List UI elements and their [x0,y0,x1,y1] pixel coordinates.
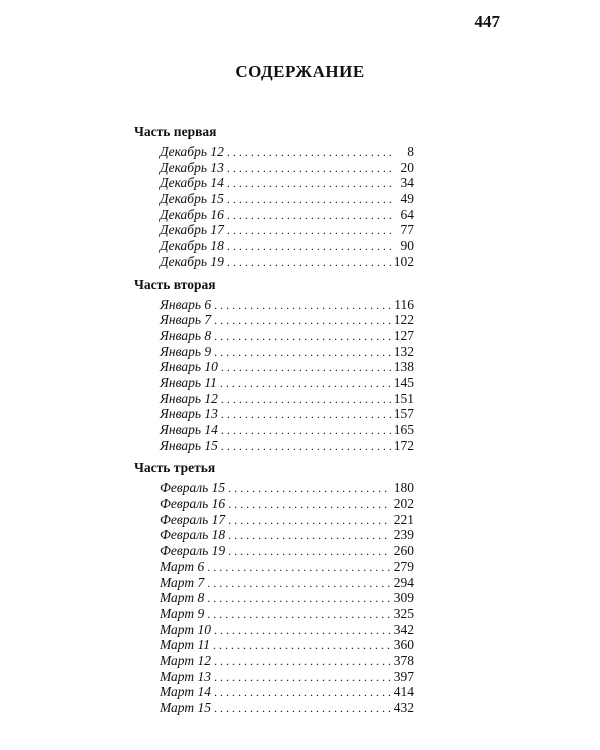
dot-leader [221,392,391,408]
toc-entry-page: 342 [393,621,414,637]
toc-entry-page: 397 [393,668,414,684]
toc-entry-label: Март 10 [160,621,212,637]
toc-entry-page: 180 [393,480,414,496]
toc-entry-label: Январь 11 [160,374,217,390]
page-title: СОДЕРЖАНИЕ [235,62,365,81]
toc-entry-label: Январь 8 [160,327,212,343]
toc-entry-page: 309 [393,590,414,606]
toc-entry-page: 34 [400,175,414,191]
toc-entry-label: Февраль 19 [160,543,226,559]
toc-entry-page: 432 [393,700,414,715]
dot-leader [227,176,393,192]
toc-entry-label: Март 7 [160,574,205,590]
toc-entry[interactable] [134,144,416,160]
toc-entry-label: Декабрь 17 [160,222,224,238]
toc-entry[interactable] [134,238,416,254]
toc-entry-label: Январь 15 [160,437,218,453]
toc-entry-page: 157 [393,406,414,422]
toc-entry-label: Февраль 17 [160,511,226,527]
toc-entry[interactable] [134,359,416,375]
toc-entry-label: Март 9 [160,605,205,621]
toc-entry[interactable] [134,653,416,669]
part-heading: Часть первая [134,124,217,139]
toc-entry[interactable] [134,391,416,407]
toc-entry-page: 172 [393,437,414,453]
page-number: 447 [474,12,500,31]
dot-leader [228,497,391,513]
dot-leader [221,407,391,423]
toc-entry-page: 239 [393,527,414,543]
dot-leader [221,423,391,439]
toc-entry[interactable] [134,606,416,622]
dot-leader [207,560,390,576]
dot-leader [227,255,391,271]
dot-leader [207,591,390,607]
dot-leader [220,376,391,392]
toc-entry-label: Февраль 15 [160,480,226,496]
toc-entry-label: Февраль 16 [160,496,226,512]
dot-leader [214,298,391,314]
dot-leader [227,161,393,177]
toc-entry-label: Март 6 [160,558,205,574]
toc-entry-page: 90 [400,238,414,254]
toc-entry-page: 132 [393,343,414,359]
toc-entry-page: 102 [393,253,414,269]
toc-entry-page: 378 [393,652,414,668]
toc-entry-label: Январь 6 [160,296,212,312]
toc-entry-label: Март 12 [160,652,212,668]
toc-entry-label: Март 14 [160,684,212,700]
toc-entry[interactable] [134,622,416,638]
toc-entry-label: Январь 14 [160,422,218,437]
dot-leader [228,513,391,529]
toc-entry-page: 145 [393,374,414,390]
toc-entry-page: 202 [393,496,414,512]
dot-leader [214,685,391,701]
toc-entry-page: 414 [393,684,414,700]
toc-entry[interactable] [134,175,416,191]
toc-entry-label: Март 15 [160,700,212,715]
toc-entry-label: Март 8 [160,590,205,606]
toc-entry-label: Декабрь 18 [160,238,224,254]
toc-entry[interactable] [134,575,416,591]
toc-entry[interactable] [134,496,416,512]
toc-entry-page: 325 [393,605,414,621]
toc-entry-page: 260 [393,543,414,559]
toc-entry-page: 8 [407,144,414,159]
toc-entry[interactable] [134,700,416,716]
toc-entry-page: 360 [393,637,414,653]
dot-leader [207,576,390,592]
dot-leader [228,544,391,560]
toc-entry-label: Декабрь 19 [160,253,224,269]
toc-entry[interactable] [134,559,416,575]
toc-entry-label: Январь 12 [160,390,218,406]
dot-leader [227,239,393,255]
dot-leader [207,607,390,623]
dot-leader [214,701,391,717]
toc-part-2 [134,277,416,454]
toc-entry[interactable] [134,375,416,391]
toc-entry[interactable] [134,512,416,528]
dot-leader [214,623,391,639]
toc-entry-page: 116 [394,296,414,312]
toc-entry-label: Март 11 [160,637,210,653]
toc-part-1 [134,124,416,270]
toc-entry-page: 165 [393,422,414,437]
toc-entry[interactable] [134,637,416,653]
dot-leader [228,528,391,544]
toc-entry[interactable] [134,669,416,685]
toc-entry-page: 294 [393,574,414,590]
toc-entry[interactable] [134,438,416,454]
dot-leader [214,329,391,345]
toc-entry[interactable] [134,160,416,176]
toc-entry-label: Январь 7 [160,312,212,328]
dot-leader [221,439,391,455]
toc-entry-page: 20 [400,159,414,175]
dot-leader [214,345,391,361]
toc-entry[interactable] [134,422,416,438]
toc-entry-label: Декабрь 14 [160,175,224,191]
toc-entry[interactable] [134,527,416,543]
dot-leader [227,223,393,239]
dot-leader [228,481,391,497]
toc-entry-page: 127 [393,327,414,343]
toc-entry-page: 138 [393,359,414,375]
toc-entry[interactable] [134,590,416,606]
toc-entry-page: 77 [400,222,414,238]
toc-entry-label: Декабрь 12 [160,144,224,159]
toc-entry-page: 122 [393,312,414,328]
toc-entry[interactable] [134,684,416,700]
toc-entry-label: Январь 10 [160,359,218,375]
toc-entry[interactable] [134,191,416,207]
dot-leader [214,654,391,670]
toc-entry-label: Декабрь 16 [160,206,224,222]
part-heading: Часть третья [134,460,216,476]
toc-entry-label: Январь 9 [160,343,212,359]
dot-leader [213,638,391,654]
toc-entry-label: Март 13 [160,668,212,684]
toc-entry-label: Февраль 18 [160,527,226,543]
part-heading: Часть вторая [134,276,216,292]
toc-entry-label: Декабрь 13 [160,159,224,175]
dot-leader [227,145,393,161]
toc-entry[interactable] [134,207,416,223]
dot-leader [221,360,391,376]
dot-leader [214,670,391,686]
toc-entry-page: 49 [400,191,414,207]
toc-entry[interactable] [134,406,416,422]
toc-entry-label: Январь 13 [160,406,218,422]
toc-entry[interactable] [134,254,416,270]
toc-entry-page: 279 [393,558,414,574]
dot-leader [214,313,391,329]
toc-entry[interactable] [134,480,416,496]
toc-entry-page: 151 [393,390,414,406]
toc-entry-page: 64 [400,206,414,222]
toc-entry-page: 221 [393,511,414,527]
toc-part-3 [134,460,416,715]
toc-entry-label: Декабрь 15 [160,191,224,207]
toc-entry[interactable] [134,222,416,238]
dot-leader [227,192,393,208]
toc-entry[interactable] [134,344,416,360]
toc-entry[interactable] [134,328,416,344]
table-of-contents [134,124,416,716]
dot-leader [227,208,393,224]
toc-entry[interactable] [134,312,416,328]
toc-entry[interactable] [134,297,416,313]
toc-entry[interactable] [134,543,416,559]
